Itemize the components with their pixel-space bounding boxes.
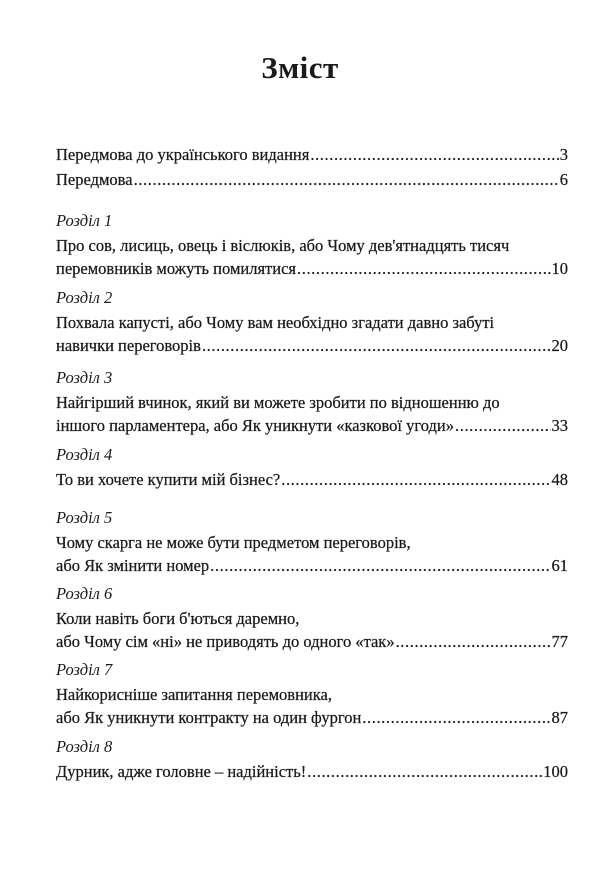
dot-leader [396, 630, 551, 653]
chapter-label: Розділ 2 [56, 288, 113, 307]
chapter-title-line[interactable]: Чому скарга не може бути предметом переговорів, [56, 533, 411, 552]
chapter-label: Розділ 8 [56, 737, 113, 756]
page-title: Зміст [261, 50, 339, 85]
toc-entry[interactable] [56, 414, 568, 437]
chapter-label: Розділ 3 [56, 368, 113, 387]
toc-chapter [56, 443, 568, 491]
dot-leader [202, 334, 551, 357]
chapter-label: Розділ 4 [56, 445, 113, 464]
entry-page: 6 [559, 170, 568, 189]
entry-page: 20 [551, 336, 568, 355]
entry-page: 77 [551, 632, 568, 651]
toc-entry[interactable] [56, 630, 568, 653]
toc-chapter [56, 658, 568, 729]
entry-page: 33 [551, 416, 568, 435]
entry-title: Передмова до українського видання [56, 145, 310, 164]
chapter-title-line[interactable]: Найкорисніше запитання перемовника, [56, 685, 332, 704]
chapter-title-line: То ви хочете купити мій бізнес? [56, 470, 281, 489]
dot-leader [310, 143, 558, 166]
chapter-title-line[interactable]: Коли навіть боги б'ються даремно, [56, 609, 300, 628]
toc-chapter [56, 582, 568, 653]
entry-page: 3 [559, 145, 568, 164]
chapter-title-line[interactable]: Найгірший вчинок, який ви можете зробити по відношенню до [56, 393, 500, 412]
chapter-title-line: перемовників можуть помилятися [56, 259, 296, 278]
toc-chapter [56, 366, 568, 437]
toc-front-matter [56, 143, 568, 191]
chapter-title-line: іншого парламентера, або Як уникнути «казкової угоди» [56, 416, 454, 435]
dot-leader [210, 554, 550, 577]
chapter-title-line: або Чому сім «ні» не приводять до одного «так» [56, 632, 395, 651]
toc-entry[interactable] [56, 760, 568, 783]
chapter-title-line: навички переговорів [56, 336, 201, 355]
entry-page: 87 [551, 708, 568, 727]
toc-chapter [56, 735, 568, 783]
toc-chapter [56, 209, 568, 280]
entry-title: Передмова [56, 170, 133, 189]
dot-leader [362, 706, 550, 729]
toc-chapter [56, 506, 568, 577]
dot-leader [307, 760, 542, 783]
toc-entry[interactable] [56, 334, 568, 357]
chapter-title-line: або Як уникнути контракту на один фургон [56, 708, 362, 727]
toc-entry[interactable] [56, 554, 568, 577]
chapter-title-line[interactable]: Похвала капусті, або Чому вам необхідно згадати давно забуті [56, 313, 495, 332]
chapter-label: Розділ 5 [56, 508, 113, 527]
toc-entry[interactable] [56, 257, 568, 280]
entry-page: 61 [551, 556, 568, 575]
dot-leader [455, 414, 551, 437]
chapter-label: Розділ 1 [56, 211, 113, 230]
toc-entry[interactable] [56, 706, 568, 729]
entry-page: 10 [551, 259, 568, 278]
toc-entry[interactable] [56, 168, 568, 191]
chapter-title-line: або Як змінити номер [56, 556, 210, 575]
chapter-label: Розділ 7 [56, 660, 113, 679]
dot-leader [281, 468, 550, 491]
chapter-title-line: Дурник, адже головне – надійність! [56, 762, 307, 781]
dot-leader [297, 257, 551, 280]
chapter-label: Розділ 6 [56, 584, 113, 603]
chapter-title-line[interactable]: Про сов, лисиць, овець і віслюків, або Чому дев'ятнадцять тисяч [56, 236, 510, 255]
dot-leader [134, 168, 559, 191]
entry-page: 48 [551, 470, 568, 489]
toc-entry[interactable] [56, 468, 568, 491]
entry-page: 100 [543, 762, 568, 781]
toc-chapter [56, 286, 568, 357]
toc-entry[interactable] [56, 143, 568, 166]
